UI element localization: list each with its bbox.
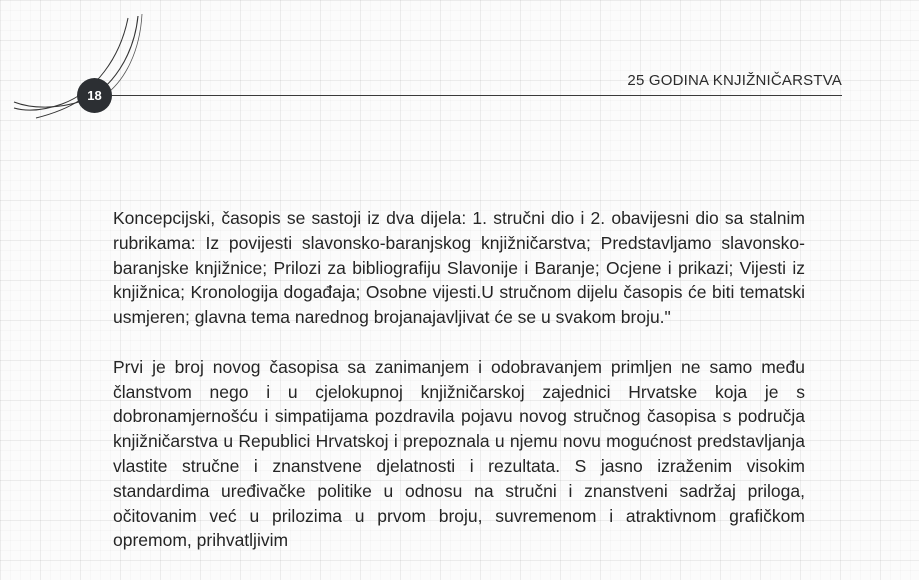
body-text — [113, 206, 805, 578]
header-rule — [112, 95, 842, 96]
paragraph: Koncepcijski, časopis se sastoji iz dva dijela: 1. stručni dio i 2. obavijesni dio sa stalnim rubrikama: Iz povijesti slavonsko-baranjskog knjižničarstva; Predstavljamo slavonsko-baranjske knjižnice; Prilozi za bibliografiju Slavonije i Baranje; Ocjene i prikazi; Vijesti iz knjižnica; Kronologija događaja; Osobne vijesti.U stručnom dijelu časopis će biti tematski usmjeren; glavna tema narednog brojanajavljivat će se u svakom broju." — [113, 208, 805, 328]
paragraph: Prvi je broj novog časopisa sa zanimanjem i odobravanjem primljen ne samo među članstvom nego i u cjelokupnoj knjižničarskoj zajednici Hrvatske koja je s dobronamjernošću i simpatijama pozdravila pojavu novog stručnog časopisa s područja knjižničarstva u Republici Hrvatskoj i prepoznala u njemu novu mogućnost predstavljanja vlastite stručne i znanstvene djelatnosti i rezultata. S jasno izraženim visokim standardima uređivačke politike u odnosu na stručni i znanstveni sadržaj priloga, očitovanim već u prilozima u prvom broju, suvremenom i atraktivnom grafičkom opremom, prihvatljivim — [113, 356, 805, 551]
page-number-badge: 18 — [77, 78, 112, 113]
running-title: 25 GODINA KNJIŽNIČARSTVA — [627, 72, 842, 89]
